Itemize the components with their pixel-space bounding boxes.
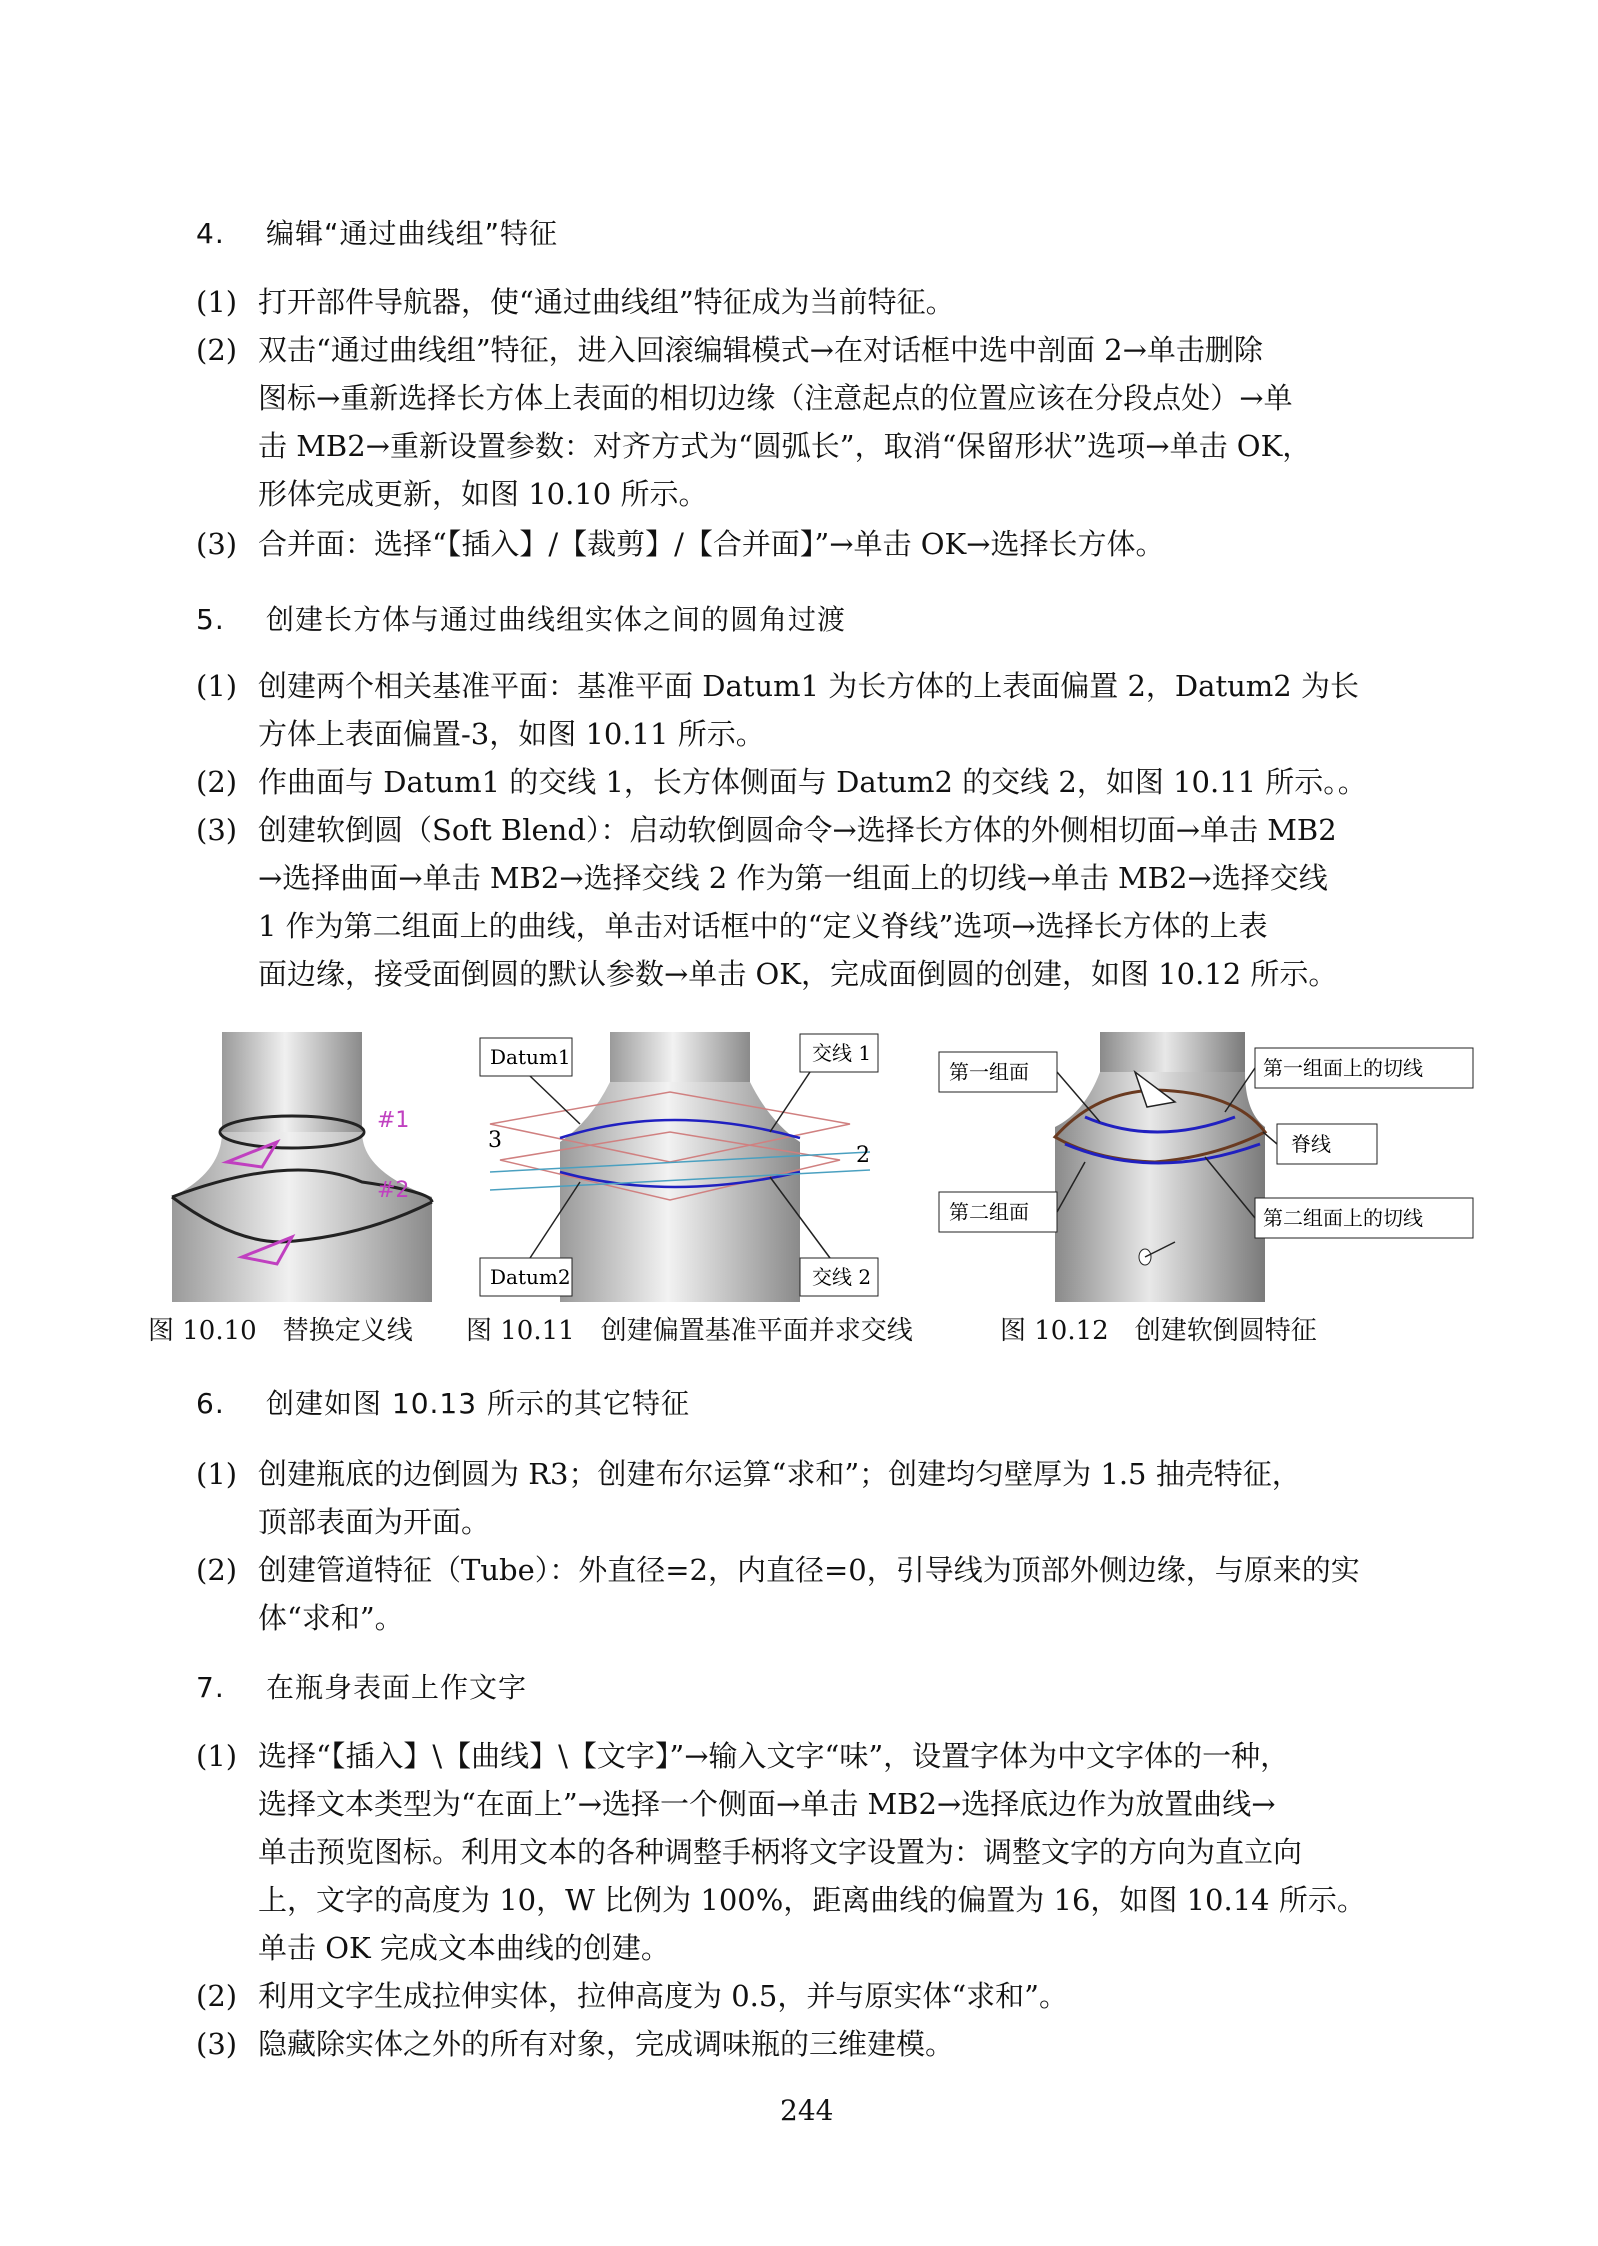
text-line: 方体上表面偏置-3，如图 10.11 所示。 <box>258 717 765 751</box>
section-number: 7. <box>196 1671 225 1704</box>
text-line: 单击 OK 完成文本曲线的创建。 <box>258 1931 670 1965</box>
label-1: #1 <box>377 1108 410 1133</box>
text-line: 创建管道特征（Tube）：外直径=2，内直径=0，引导线为顶部外侧边缘，与原来的实 <box>258 1553 1360 1587</box>
section-heading-5 <box>196 598 846 638</box>
item-marker: (1) <box>196 285 238 319</box>
section-number: 6. <box>196 1387 225 1420</box>
list-item <box>196 1450 1476 1546</box>
list-item <box>196 278 1476 326</box>
item-marker: (3) <box>196 527 238 561</box>
text-line: →选择曲面→单击 MB2→选择交线 2 作为第一组面上的切线→单击 MB2→选择交线 <box>258 861 1328 895</box>
figure-caption: 图 10.12 创建软倒圆特征 <box>1000 1316 1317 1346</box>
section-title: 创建如图 10.13 所示的其它特征 <box>266 1387 690 1420</box>
leader-line <box>530 1076 580 1124</box>
figure-10-10-image <box>162 1022 462 1312</box>
section-heading-4 <box>196 212 558 252</box>
callout-face2-text: 第二组面 <box>949 1200 1029 1224</box>
leader-line <box>1263 1132 1277 1144</box>
section-title: 在瓶身表面上作文字 <box>266 1671 528 1704</box>
text-line: 上，文字的高度为 10，W 比例为 100%，距离曲线的偏置为 16，如图 10.14 所示。 <box>258 1883 1366 1917</box>
callout-datum2-text: Datum2 <box>490 1265 571 1289</box>
figure-10-11-image <box>470 1022 890 1312</box>
text-line: 合并面：选择“【插入】/【裁剪】/【合并面】”→单击 OK→选择长方体。 <box>258 527 1165 561</box>
text-line: 隐藏除实体之外的所有对象，完成调味瓶的三维建模。 <box>258 2027 955 2061</box>
text-line: 顶部表面为开面。 <box>258 1505 491 1539</box>
figure-10-12-image <box>935 1022 1480 1312</box>
list-item <box>196 1972 1476 2020</box>
text-line: 图标→重新选择长方体上表面的相切边缘（注意起点的位置应该在分段点处）→单 <box>258 381 1293 415</box>
text-line: 1 作为第二组面上的曲线，单击对话框中的“定义脊线”选项→选择长方体的上表 <box>258 909 1268 943</box>
dim-2-label: 2 <box>856 1143 870 1168</box>
section-heading-7 <box>196 1666 527 1706</box>
section-title: 编辑“通过曲线组”特征 <box>266 217 559 250</box>
callout-face1-text: 第一组面 <box>949 1060 1029 1084</box>
callout-tan2-text: 第二组面上的切线 <box>1263 1206 1423 1230</box>
list-item <box>196 758 1476 806</box>
item-marker: (2) <box>196 1979 238 2013</box>
text-line: 作曲面与 Datum1 的交线 1，长方体侧面与 Datum2 的交线 2，如图 10.11 所示。。 <box>258 765 1367 799</box>
section-number: 5. <box>196 603 225 636</box>
list-item <box>196 1732 1476 1972</box>
callout-tan1-text: 第一组面上的切线 <box>1263 1056 1423 1080</box>
list-item <box>196 520 1476 568</box>
body-shape <box>560 1082 800 1302</box>
text-line: 单击预览图标。利用文本的各种调整手柄将文字设置为：调整文字的方向为直立向 <box>258 1835 1303 1869</box>
text-line: 利用文字生成拉伸实体，拉伸高度为 0.5，并与原实体“求和”。 <box>258 1979 1068 2013</box>
figure-caption: 图 10.11 创建偏置基准平面并求交线 <box>466 1316 913 1346</box>
text-line: 面边缘，接受面倒圆的默认参数→单击 OK，完成面倒圆的创建，如图 10.12 所示。 <box>258 957 1338 991</box>
text-line: 创建两个相关基准平面：基准平面 Datum1 为长方体的上表面偏置 2，Datum2 为长 <box>258 669 1359 703</box>
item-marker: (2) <box>196 333 238 367</box>
figure-caption: 图 10.10 替换定义线 <box>148 1316 413 1346</box>
list-item <box>196 326 1476 518</box>
dim-3-label: 3 <box>488 1128 502 1153</box>
leader-line <box>770 1072 810 1132</box>
text-line: 选择“【插入】\【曲线】\【文字】”→输入文字“味”，设置字体为中文字体的一种， <box>258 1739 1290 1773</box>
item-marker: (3) <box>196 813 238 847</box>
text-line: 双击“通过曲线组”特征，进入回滚编辑模式→在对话框中选中剖面 2→单击删除 <box>258 333 1263 367</box>
page-number: 244 <box>780 2094 834 2127</box>
item-marker: (2) <box>196 765 238 799</box>
list-item <box>196 806 1476 998</box>
callout-line1-text: 交线 1 <box>812 1041 872 1065</box>
body-shape <box>172 1132 432 1302</box>
list-item <box>196 662 1476 758</box>
section-heading-6 <box>196 1382 690 1422</box>
text-line: 击 MB2→重新设置参数：对齐方式为“圆弧长”，取消“保留形状”选项→单击 OK， <box>258 429 1312 463</box>
item-marker: (1) <box>196 1739 238 1773</box>
text-line: 体“求和”。 <box>258 1601 404 1635</box>
text-line: 创建软倒圆（Soft Blend）：启动软倒圆命令→选择长方体的外侧相切面→单击 MB2 <box>258 813 1337 847</box>
text-line: 选择文本类型为“在面上”→选择一个侧面→单击 MB2→选择底边作为放置曲线→ <box>258 1787 1276 1821</box>
text-line: 创建瓶底的边倒圆为 R3；创建布尔运算“求和”；创建均匀壁厚为 1.5 抽壳特征， <box>258 1457 1301 1491</box>
list-item <box>196 2020 1476 2068</box>
item-marker: (1) <box>196 1457 238 1491</box>
section-number: 4. <box>196 217 225 250</box>
callout-spine-text: 脊线 <box>1291 1132 1331 1156</box>
item-marker: (2) <box>196 1553 238 1587</box>
item-marker: (3) <box>196 2027 238 2061</box>
callout-line2-text: 交线 2 <box>812 1265 872 1289</box>
item-marker: (1) <box>196 669 238 703</box>
list-item <box>196 1546 1476 1642</box>
text-line: 打开部件导航器，使“通过曲线组”特征成为当前特征。 <box>258 285 955 319</box>
label-2: #2 <box>377 1178 410 1203</box>
text-line: 形体完成更新，如图 10.10 所示。 <box>258 477 708 511</box>
section-title: 创建长方体与通过曲线组实体之间的圆角过渡 <box>266 603 847 636</box>
callout-datum1-text: Datum1 <box>490 1045 571 1069</box>
